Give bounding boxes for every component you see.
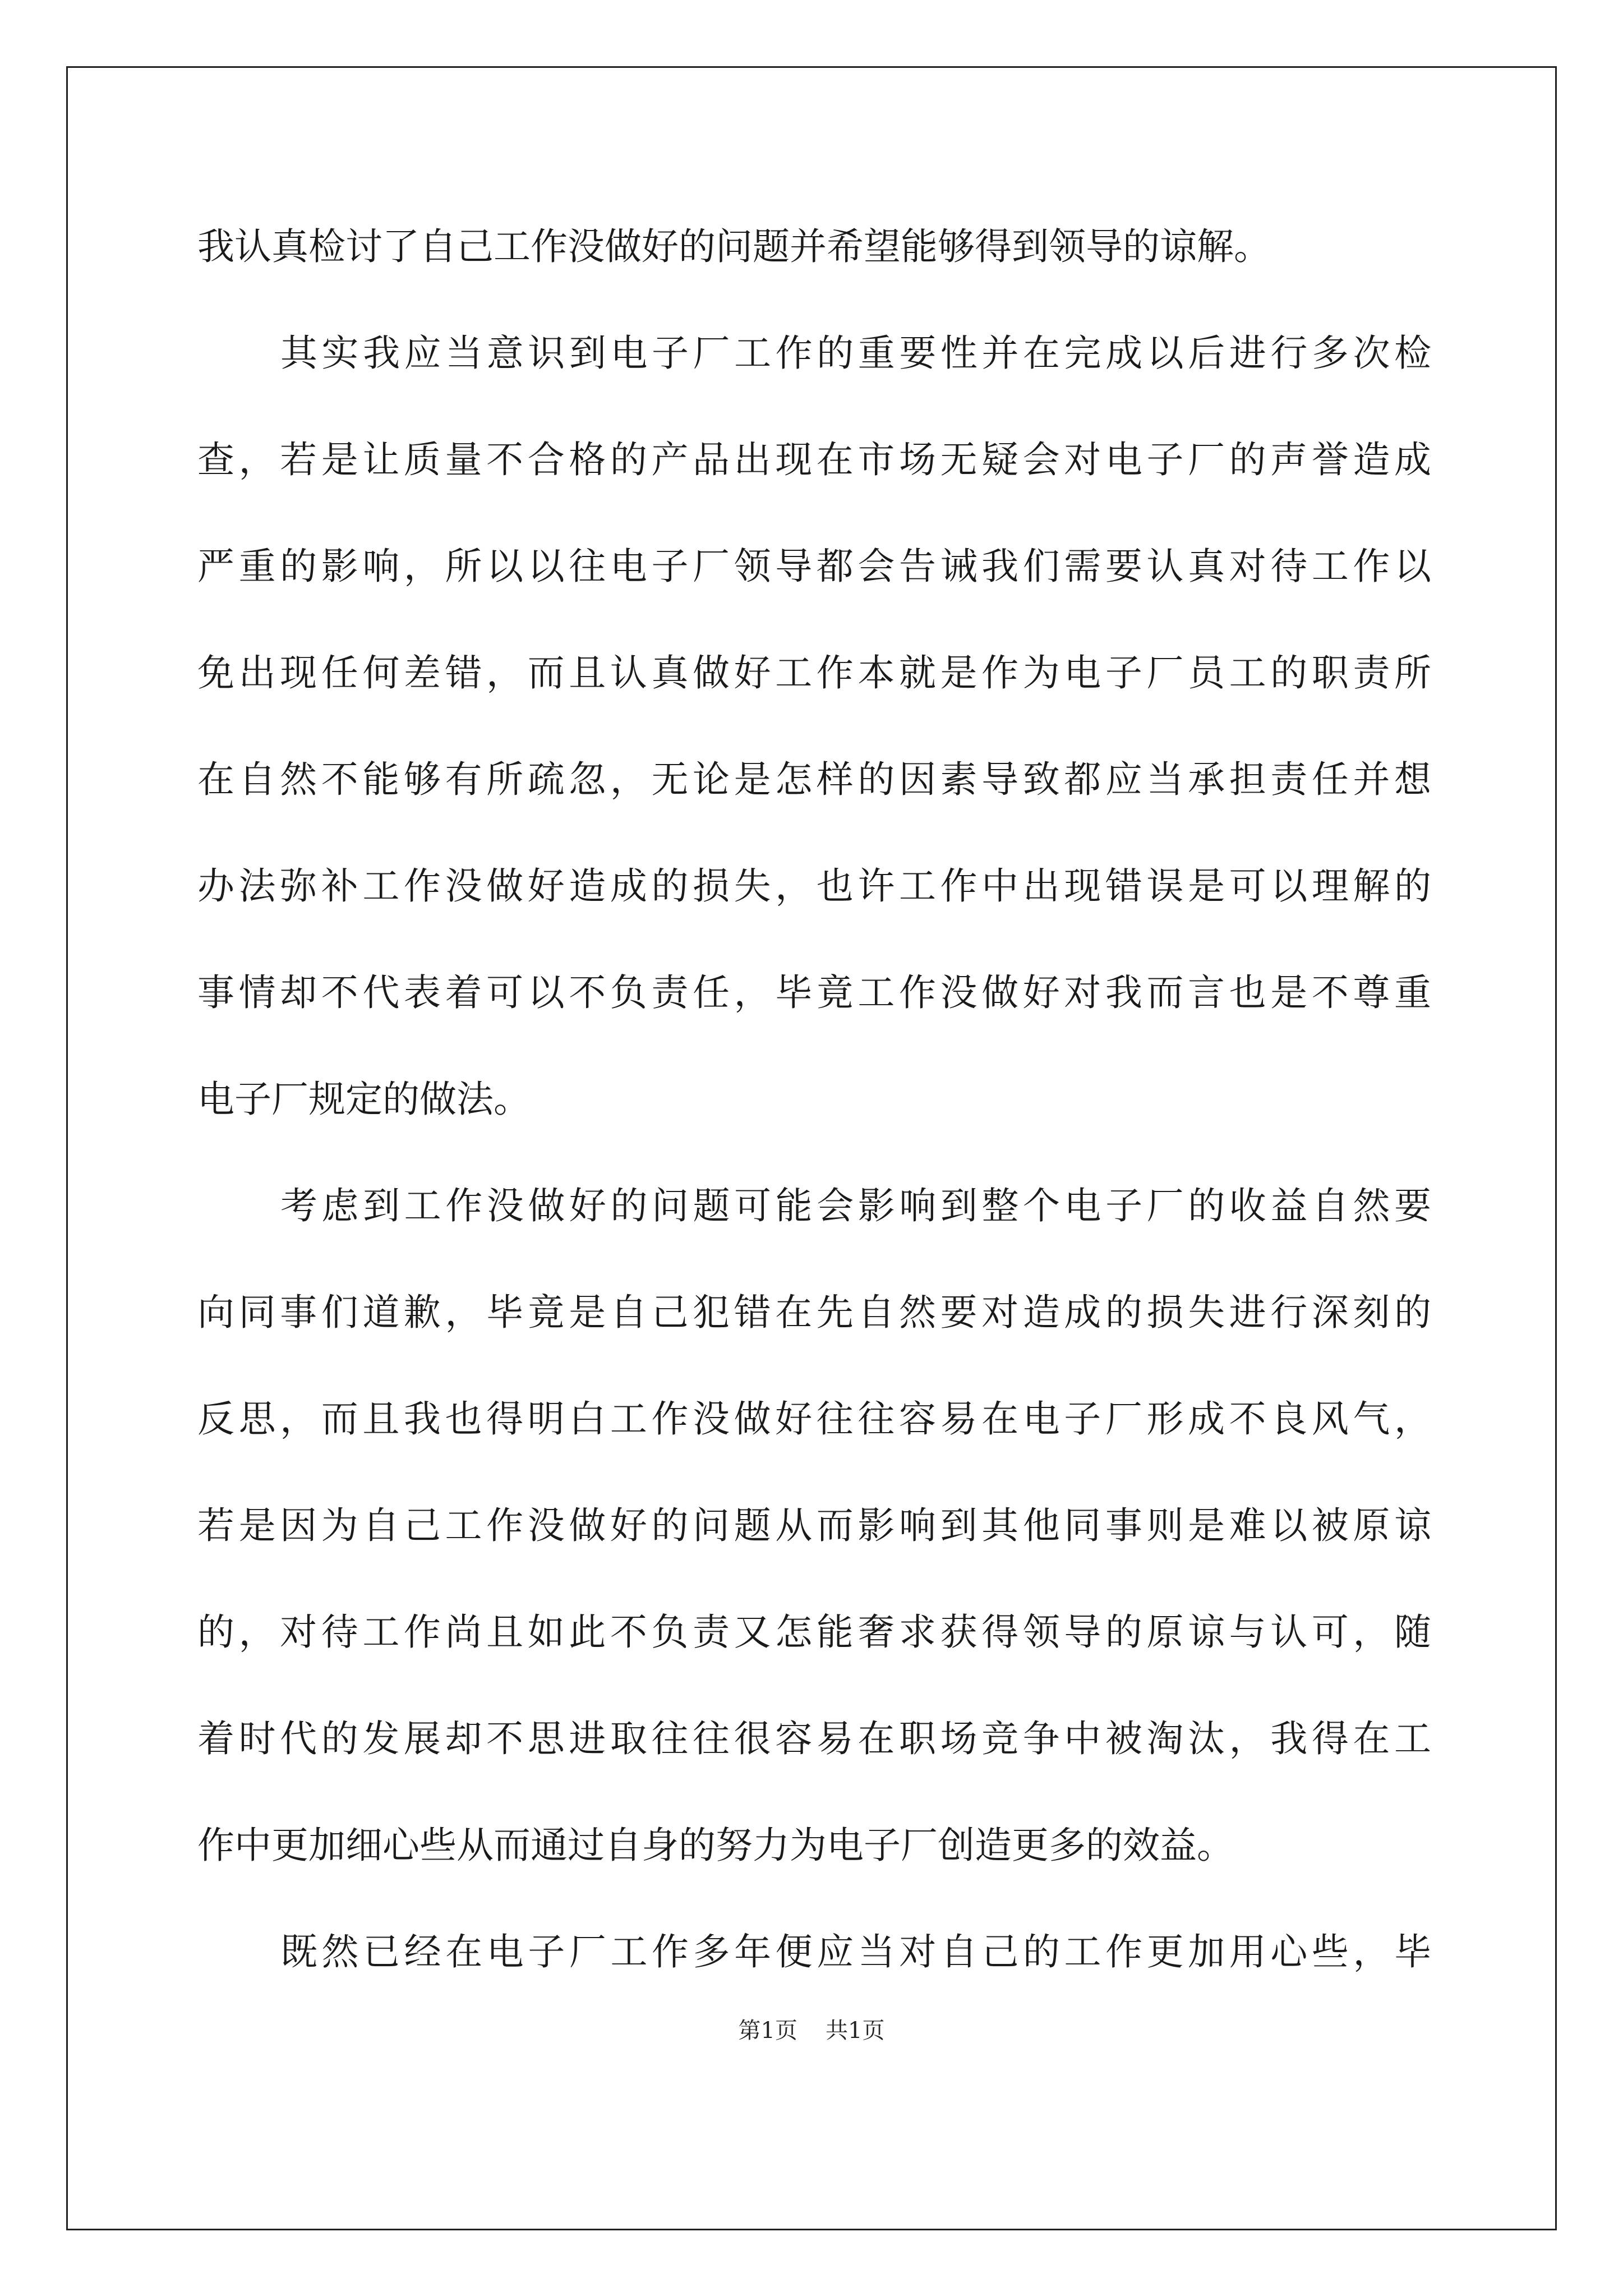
paragraph-line: 查，若是让质量不合格的产品出现在市场无疑会对电子厂的声誉造成 xyxy=(197,438,1431,481)
page-total: 共1页 xyxy=(826,2018,885,2044)
paragraph-line: 严重的影响，所以以往电子厂领导都会告诫我们需要认真对待工作以 xyxy=(197,545,1431,588)
paragraph-line: 既然已经在电子厂工作多年便应当对自己的工作更加用心些，毕 xyxy=(280,1930,1431,1973)
paragraph-line: 办法弥补工作没做好造成的损失，也许工作中出现错误是可以理解的 xyxy=(197,864,1431,908)
page-number: 第1页 xyxy=(738,2018,797,2044)
page-border xyxy=(66,66,1557,2230)
paragraph-line: 向同事们道歉，毕竟是自己犯错在先自然要对造成的损失进行深刻的 xyxy=(197,1291,1431,1334)
paragraph-line: 反思，而且我也得明白工作没做好往往容易在电子厂形成不良风气， xyxy=(197,1397,1431,1441)
page-footer xyxy=(0,2014,1623,2047)
paragraph-line: 其实我应当意识到电子厂工作的重要性并在完成以后进行多次检 xyxy=(280,332,1431,375)
paragraph-line: 着时代的发展却不思进取往往很容易在职场竞争中被淘汰，我得在工 xyxy=(197,1717,1431,1760)
paragraph-line: 电子厂规定的做法。 xyxy=(197,1078,531,1121)
paragraph-line: 若是因为自己工作没做好的问题从而影响到其他同事则是难以被原谅 xyxy=(197,1504,1431,1547)
paragraph-line: 事情却不代表着可以不负责任，毕竟工作没做好对我而言也是不尊重 xyxy=(197,971,1431,1014)
paragraph-line: 考虑到工作没做好的问题可能会影响到整个电子厂的收益自然要 xyxy=(280,1184,1431,1227)
paragraph-line: 在自然不能够有所疏忽，无论是怎样的因素导致都应当承担责任并想 xyxy=(197,758,1431,801)
paragraph-line: 作中更加细心些从而通过自身的努力为电子厂创造更多的效益。 xyxy=(197,1824,1234,1867)
paragraph-line: 免出现任何差错，而且认真做好工作本就是作为电子厂员工的职责所 xyxy=(197,651,1431,694)
paragraph-line: 的，对待工作尚且如此不负责又怎能奢求获得领导的原谅与认可，随 xyxy=(197,1611,1431,1654)
paragraph-line: 我认真检讨了自己工作没做好的问题并希望能够得到领导的谅解。 xyxy=(197,225,1271,268)
